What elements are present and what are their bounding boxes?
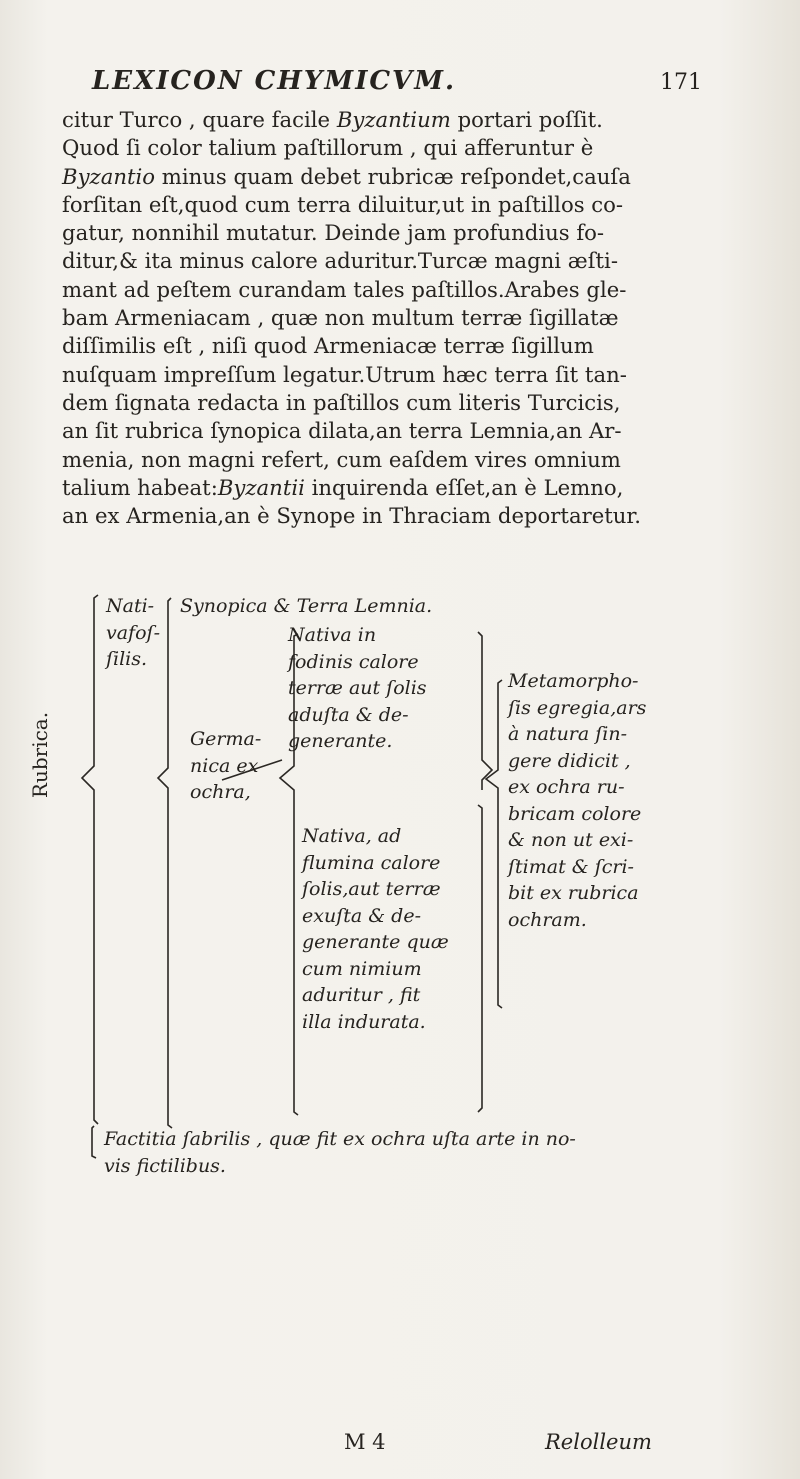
- text-run: menia, non magni refert, cum eaſdem vires omnium: [62, 446, 621, 472]
- text-run: an ex Armenia,an è Synope in Thraciam deportaretur.: [62, 503, 641, 529]
- table-line: ochra,: [190, 781, 251, 803]
- text-run: Byzantium: [336, 107, 451, 132]
- signature-mark: M 4: [344, 1430, 386, 1454]
- text-line: [62, 417, 722, 445]
- flumina-right-brace: [478, 805, 482, 1112]
- text-run: gatur, nonnihil mutatur. Deinde jam profundius fo-: [62, 220, 605, 246]
- running-title: LEXICON CHYMICVM.: [92, 66, 457, 96]
- text-run: Byzantio: [62, 163, 156, 189]
- text-run: forſitan eſt,quod cum terra diluitur,ut in paſtillos co-: [62, 191, 624, 217]
- root-label: Rubrica.: [28, 711, 52, 799]
- germanica-label: [190, 726, 261, 806]
- synopica-line: Synopica & Terra Lemnia.: [180, 595, 433, 617]
- table-line: bricam colore: [508, 802, 642, 825]
- catchword: Relolleum: [545, 1430, 652, 1454]
- text-run: Byzantii: [217, 474, 305, 500]
- table-line: generante.: [288, 730, 393, 752]
- table-line: Nati-: [106, 595, 155, 617]
- table-line: ex ochra ru-: [508, 776, 625, 798]
- text-run: mant ad peſtem curandam tales paſtillos.Arabes gle-: [62, 276, 627, 302]
- metamorphosis-block: [508, 668, 646, 933]
- text-run: nuſquam impreſſum legatur.Utrum hæc terra ſit tan-: [62, 361, 627, 387]
- table-line: fodinis calore: [288, 650, 419, 673]
- text-line: [62, 446, 722, 474]
- text-run: ditur,& ita minus calore aduritur.Turcæ magni æſti-: [62, 248, 618, 274]
- metamorphosis-left-brace: [486, 680, 502, 1008]
- table-line: ſolis,aut terræ: [302, 878, 441, 900]
- table-line: terræ aut ſolis: [288, 677, 427, 699]
- text-run: talium habeat:: [62, 474, 218, 500]
- text-line: [62, 304, 722, 332]
- table-line: ſis egregia,ars: [508, 696, 647, 719]
- text-line: [62, 163, 722, 191]
- text-line: [62, 332, 722, 360]
- factitia-block: [104, 1126, 576, 1179]
- table-line: vafoſ-: [106, 621, 160, 644]
- factitia-brace: [92, 1126, 96, 1158]
- text-run: an ſit rubrica ſynopica dilata,an terra Lemnia,an Ar-: [62, 418, 622, 444]
- table-line: vis fictilibus.: [104, 1154, 226, 1177]
- table-line: generante quæ: [302, 931, 449, 953]
- table-line: bit ex rubrica: [508, 882, 639, 904]
- text-line: [62, 474, 722, 502]
- table-line: cum nimium: [302, 957, 422, 980]
- table-line: à natura ſin-: [508, 723, 628, 745]
- page-number: 171: [660, 70, 702, 95]
- table-line: Metamorpho-: [508, 670, 639, 692]
- text-run: citur Turco , quare facile: [62, 107, 337, 132]
- text-run: portari poſſit.: [450, 107, 603, 132]
- text-line: [62, 502, 722, 530]
- text-line: [62, 219, 722, 247]
- table-line: Nativa, ad: [302, 825, 402, 847]
- table-line: exuſta & de-: [302, 904, 422, 927]
- root-brace: [82, 595, 98, 1124]
- table-line: ſtimat & ſcri-: [508, 855, 634, 878]
- table-line: aduſta & de-: [288, 703, 409, 726]
- text-line: [62, 247, 722, 275]
- text-line: [62, 361, 722, 389]
- table-line: illa indurata.: [302, 1010, 426, 1033]
- text-run: diſſimilis eſt , niſi quod Armeniacæ terræ ſigillum: [62, 333, 594, 359]
- body-paragraph: [62, 106, 722, 530]
- table-line: Germa-: [190, 728, 262, 750]
- table-line: & non ut exi-: [508, 829, 634, 851]
- text-line: [62, 191, 722, 219]
- text-line: [62, 389, 722, 417]
- text-run: minus quam debet rubricæ reſpondet,cauſa: [155, 163, 631, 189]
- text-run: bam Armeniacam , quæ non multum terræ ſigillatæ: [62, 305, 619, 331]
- text-line: [62, 276, 722, 304]
- table-line: Factitia ſabrilis , quæ fit ex ochra uſta arte in no-: [104, 1128, 576, 1150]
- nativa-brace: [158, 598, 172, 1128]
- text-line: [62, 134, 722, 162]
- nativa-fodinis-block: [288, 622, 427, 755]
- table-line: gere didicit ,: [508, 749, 631, 772]
- table-line: aduritur , fit: [302, 984, 421, 1006]
- text-line: [62, 106, 722, 134]
- table-line: nica ex: [190, 754, 259, 777]
- fodinis-right-brace: [478, 632, 492, 790]
- table-line: Nativa in: [288, 624, 377, 646]
- table-line: flumina calore: [302, 851, 441, 874]
- nativa-flumina-block: [302, 823, 449, 1035]
- running-header: [92, 66, 702, 106]
- text-run: Quod ſi color talium paſtillorum , qui afferuntur è: [62, 135, 594, 161]
- text-run: dem ſignata redacta in paſtillos cum literis Turcicis,: [62, 389, 621, 415]
- text-run: inquirenda eſſet,an è Lemno,: [304, 474, 624, 500]
- nativa-fossilis-label: [106, 593, 160, 673]
- table-line: ochram.: [508, 908, 587, 931]
- table-line: ſilis.: [106, 648, 148, 670]
